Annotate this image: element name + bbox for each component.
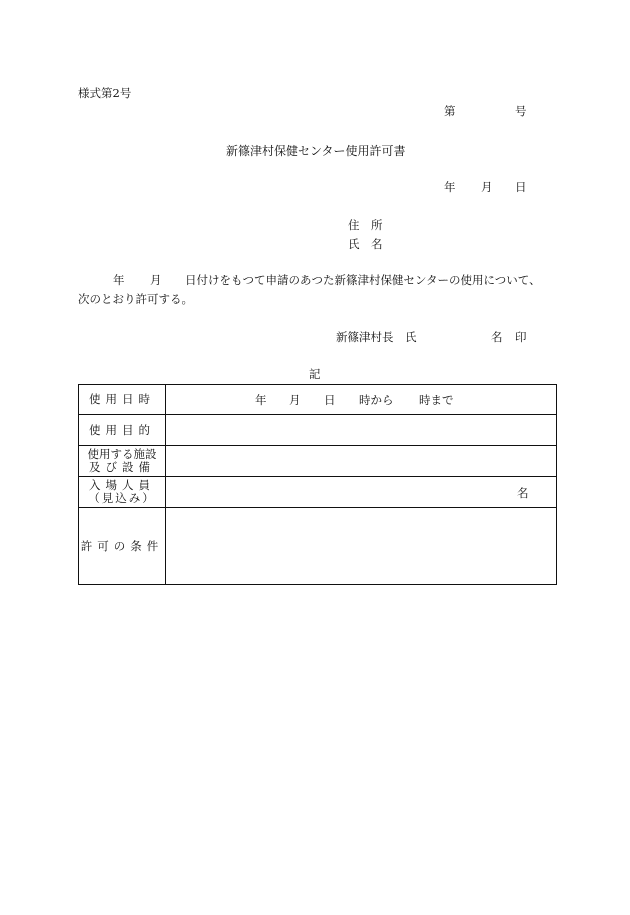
table-row: [79, 415, 557, 446]
address-label: 住 所: [348, 218, 383, 232]
dt-from: 時から: [359, 393, 394, 407]
date-day: 日: [515, 180, 527, 194]
facilities-label-line2: 及び設備: [89, 460, 155, 474]
ki-heading: 記: [309, 367, 321, 381]
row-label-attendance: [79, 477, 166, 508]
table-row: [79, 385, 557, 415]
attendance-value: [166, 477, 557, 508]
dt-to: 時まで: [419, 393, 454, 407]
dt-year: 年: [255, 393, 267, 407]
date-year: 年: [444, 180, 456, 194]
table-row: [79, 477, 557, 508]
reference-go: 号: [515, 104, 527, 118]
row-label-usage-datetime: 使用日時: [79, 385, 166, 415]
body-month: 月: [150, 273, 162, 287]
reference-dai: 第: [444, 104, 456, 118]
purpose-value: [166, 415, 557, 446]
signer-title: 新篠津村長 氏: [336, 330, 417, 344]
form-number: 様式第2号: [78, 86, 132, 100]
seal-mark: 印: [515, 330, 527, 344]
dt-day: 日: [324, 393, 336, 407]
attendance-label-line2: （見込み）: [88, 491, 156, 505]
dt-month: 月: [289, 393, 301, 407]
row-label-conditions: 許可の条件: [79, 508, 166, 585]
facilities-label-line1: 使用する施設: [87, 447, 157, 461]
row-label-facilities: [79, 446, 166, 477]
body-year: 年: [113, 273, 125, 287]
attendance-unit: 名: [517, 486, 529, 500]
row-label-purpose: 使用目的: [79, 415, 166, 446]
body-line2: 次のとおり許可する。: [78, 292, 193, 306]
attendance-label-line1: 入場人員: [89, 478, 155, 492]
date-month: 月: [481, 180, 493, 194]
conditions-value: [166, 508, 557, 585]
table-row: [79, 446, 557, 477]
signer-name: 名: [491, 330, 503, 344]
facilities-value: [166, 446, 557, 477]
document-title: 新篠津村保健センター使用許可書: [226, 144, 406, 158]
permit-table: [78, 384, 557, 585]
table-row: [79, 508, 557, 585]
body-line1: 日付けをもつて申請のあつた新篠津村保健センターの使用について、: [185, 273, 541, 287]
name-label: 氏 名: [348, 237, 383, 251]
usage-datetime-value: [166, 385, 557, 415]
